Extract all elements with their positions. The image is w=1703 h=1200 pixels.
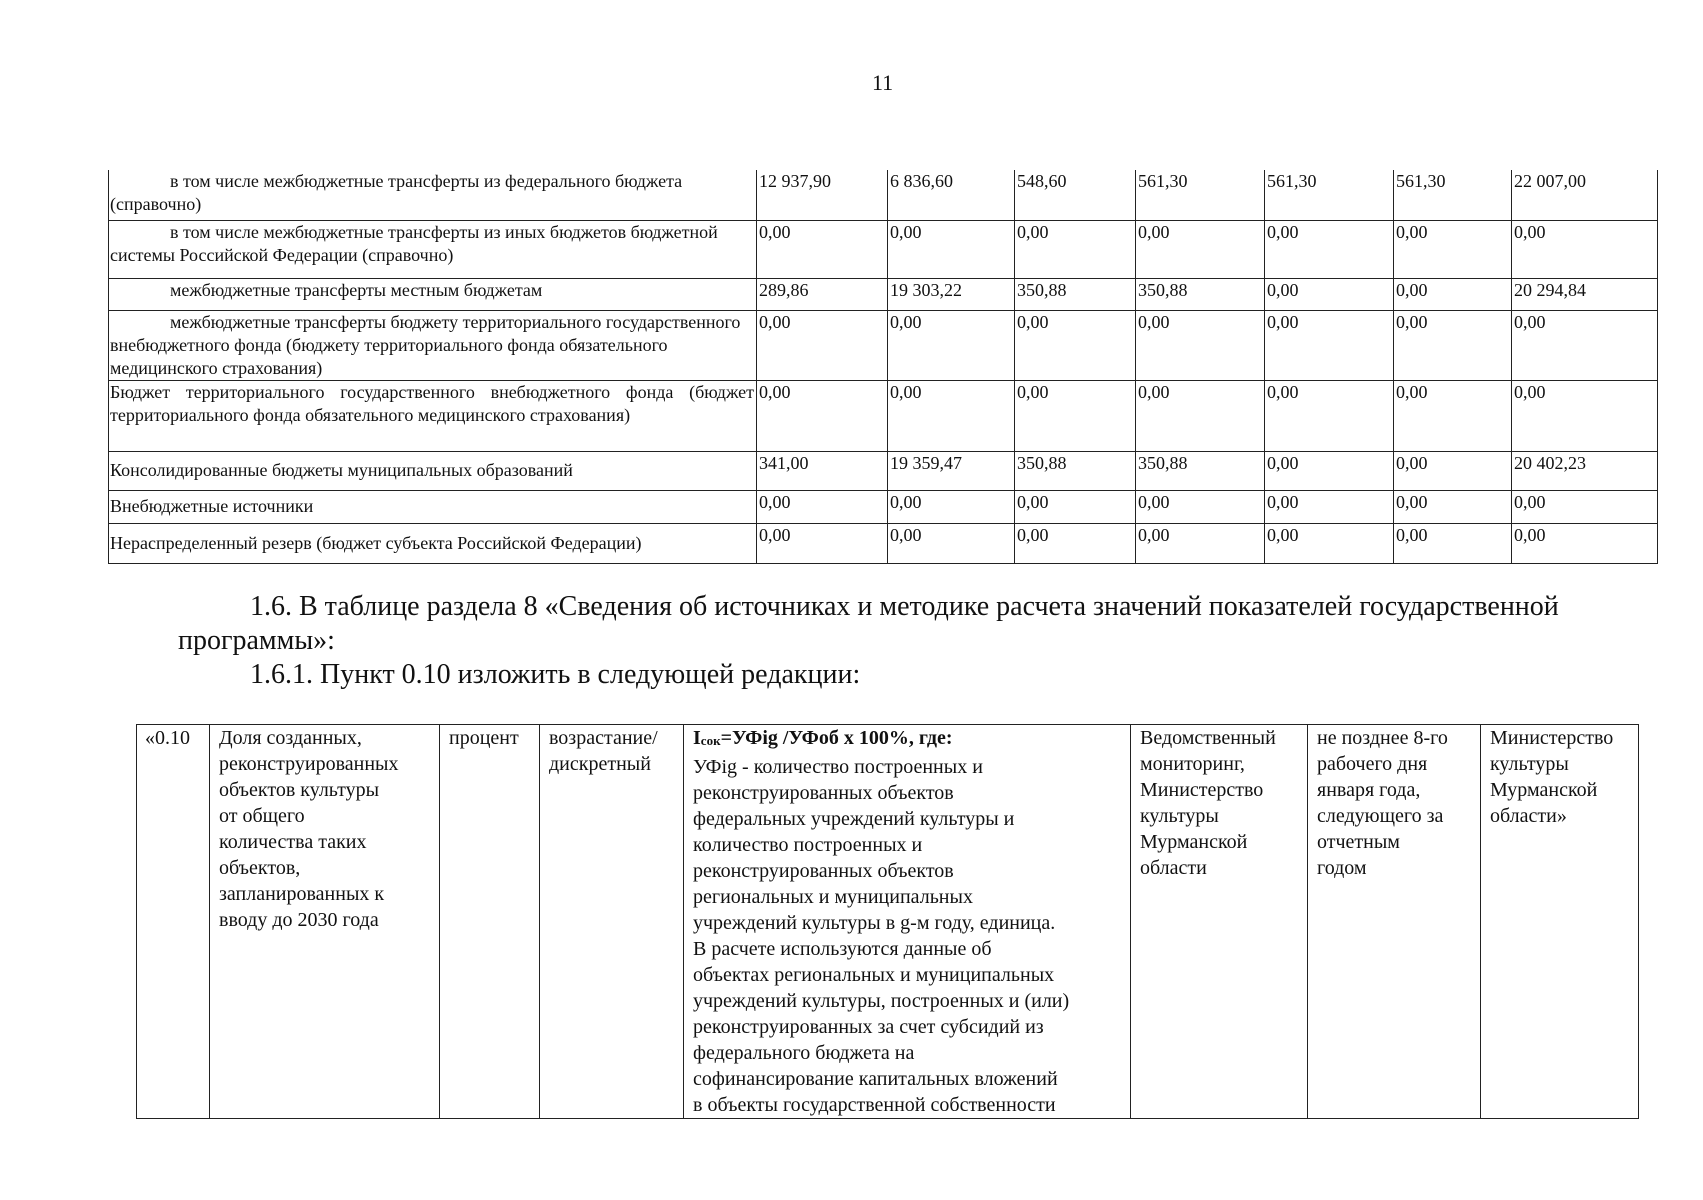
value-cell: 0,00 [1512, 523, 1658, 563]
row-label: межбюджетные трансферты бюджету территориального государственного внебюджетного фонда (бюджету территориального фонда обязательного медицинского страхования) [109, 310, 757, 380]
indicator-formula-cell [684, 725, 1131, 1119]
table-row [109, 310, 1658, 380]
budget-table [108, 170, 1658, 564]
value-cell: 20 402,23 [1512, 451, 1658, 490]
row-label: Консолидированные бюджеты муниципальных образований [109, 451, 757, 490]
indicator-unit: процент [440, 725, 540, 1119]
table-row [109, 170, 1658, 220]
value-cell: 0,00 [1512, 380, 1658, 451]
value-cell: 0,00 [1394, 220, 1512, 278]
indicator-source: Ведомственный мониторинг, Министерство культуры Мурманской области [1131, 725, 1308, 1119]
page-number: 11 [872, 70, 894, 95]
value-cell: 350,88 [1136, 278, 1265, 310]
value-cell: 0,00 [1265, 490, 1394, 523]
value-cell: 548,60 [1015, 170, 1136, 220]
value-cell: 0,00 [1265, 451, 1394, 490]
row-label: межбюджетные трансферты местным бюджетам [109, 278, 757, 310]
value-cell: 0,00 [1265, 310, 1394, 380]
section-paragraph: 1.6. В таблице раздела 8 «Сведения об источниках и методике расчета значений показателей государственной программы»: [178, 591, 1559, 656]
value-cell: 561,30 [1136, 170, 1265, 220]
value-cell: 0,00 [888, 490, 1015, 523]
section-text [178, 590, 1618, 692]
indicator-table [136, 724, 1639, 1119]
value-cell: 19 303,22 [888, 278, 1015, 310]
value-cell: 12 937,90 [757, 170, 888, 220]
value-cell: 0,00 [1015, 310, 1136, 380]
formula-symbol: I [693, 727, 701, 749]
value-cell: 0,00 [1512, 220, 1658, 278]
value-cell: 0,00 [1265, 380, 1394, 451]
value-cell: 0,00 [1265, 278, 1394, 310]
value-cell: 0,00 [1394, 380, 1512, 451]
table-row [137, 725, 1639, 1119]
item-number: «0.10 [137, 725, 210, 1119]
value-cell: 350,88 [1015, 278, 1136, 310]
value-cell: 0,00 [1136, 490, 1265, 523]
value-cell: 0,00 [888, 380, 1015, 451]
table-row [109, 278, 1658, 310]
value-cell: 0,00 [1394, 278, 1512, 310]
value-cell: 0,00 [1136, 220, 1265, 278]
value-cell: 0,00 [1512, 490, 1658, 523]
value-cell: 0,00 [1512, 310, 1658, 380]
section-paragraph: 1.6.1. Пункт 0.10 изложить в следующей редакции: [250, 659, 861, 690]
value-cell: 289,86 [757, 278, 888, 310]
indicator-responsible: Министерство культуры Мурманской области» [1481, 725, 1639, 1119]
value-cell: 22 007,00 [1512, 170, 1658, 220]
row-label: Нераспределенный резерв (бюджет субъекта Российской Федерации) [109, 523, 757, 563]
formula [693, 725, 1121, 754]
value-cell: 0,00 [757, 523, 888, 563]
value-cell: 0,00 [888, 310, 1015, 380]
value-cell: 0,00 [1136, 310, 1265, 380]
formula-expression: =УФig /УФоб х 100%, где: [720, 727, 953, 749]
indicator-deadline: не позднее 8-го рабочего дня января года, следующего за отчетным годом [1308, 725, 1481, 1119]
table-row [109, 451, 1658, 490]
value-cell: 0,00 [1265, 220, 1394, 278]
value-cell: 350,88 [1015, 451, 1136, 490]
value-cell: 6 836,60 [888, 170, 1015, 220]
row-label: Внебюджетные источники [109, 490, 757, 523]
formula-description: УФig - количество построенных и реконструированных объектов федеральных учреждений культуры и количество построенных и реконструированных объектов региональных и муниципальных учреждений культуры в g-м году, единица. В расчете используются данные об объектах региональных и муниципальных учреждений культуры, построенных и (или) реконструированных за счет субсидий из федерального бюджета на софинансирование капитальных вложений в объекты государственной собственности [693, 756, 1070, 1116]
value-cell: 561,30 [1265, 170, 1394, 220]
value-cell: 20 294,84 [1512, 278, 1658, 310]
value-cell: 0,00 [888, 220, 1015, 278]
table-row [109, 220, 1658, 278]
value-cell: 0,00 [1394, 451, 1512, 490]
value-cell: 0,00 [757, 490, 888, 523]
table-row [109, 523, 1658, 563]
value-cell: 0,00 [1015, 490, 1136, 523]
value-cell: 0,00 [1015, 220, 1136, 278]
value-cell: 350,88 [1136, 451, 1265, 490]
value-cell: 0,00 [1015, 380, 1136, 451]
value-cell: 0,00 [1265, 523, 1394, 563]
value-cell: 0,00 [1394, 490, 1512, 523]
value-cell: 0,00 [888, 523, 1015, 563]
value-cell: 0,00 [757, 310, 888, 380]
value-cell: 0,00 [757, 220, 888, 278]
indicator-name: Доля созданных, реконструированных объектов культуры от общего количества таких объектов, запланированных к вводу до 2030 года [210, 725, 440, 1119]
table-row [109, 380, 1658, 451]
value-cell: 0,00 [1394, 523, 1512, 563]
value-cell: 19 359,47 [888, 451, 1015, 490]
value-cell: 0,00 [1136, 380, 1265, 451]
value-cell: 0,00 [1015, 523, 1136, 563]
formula-subscript: сок [700, 733, 721, 748]
value-cell: 0,00 [1394, 310, 1512, 380]
row-label: в том числе межбюджетные трансферты из федерального бюджета (справочно) [109, 170, 757, 220]
value-cell: 0,00 [757, 380, 888, 451]
indicator-dynamics: возрастание/ дискретный [540, 725, 684, 1119]
value-cell: 561,30 [1394, 170, 1512, 220]
table-row [109, 490, 1658, 523]
row-label: Бюджет территориального государственного внебюджетного фонда (бюджет территориального фонда обязательного медицинского страхования) [109, 380, 757, 451]
value-cell: 341,00 [757, 451, 888, 490]
value-cell: 0,00 [1136, 523, 1265, 563]
row-label: в том числе межбюджетные трансферты из иных бюджетов бюджетной системы Российской Федерации (справочно) [109, 220, 757, 278]
